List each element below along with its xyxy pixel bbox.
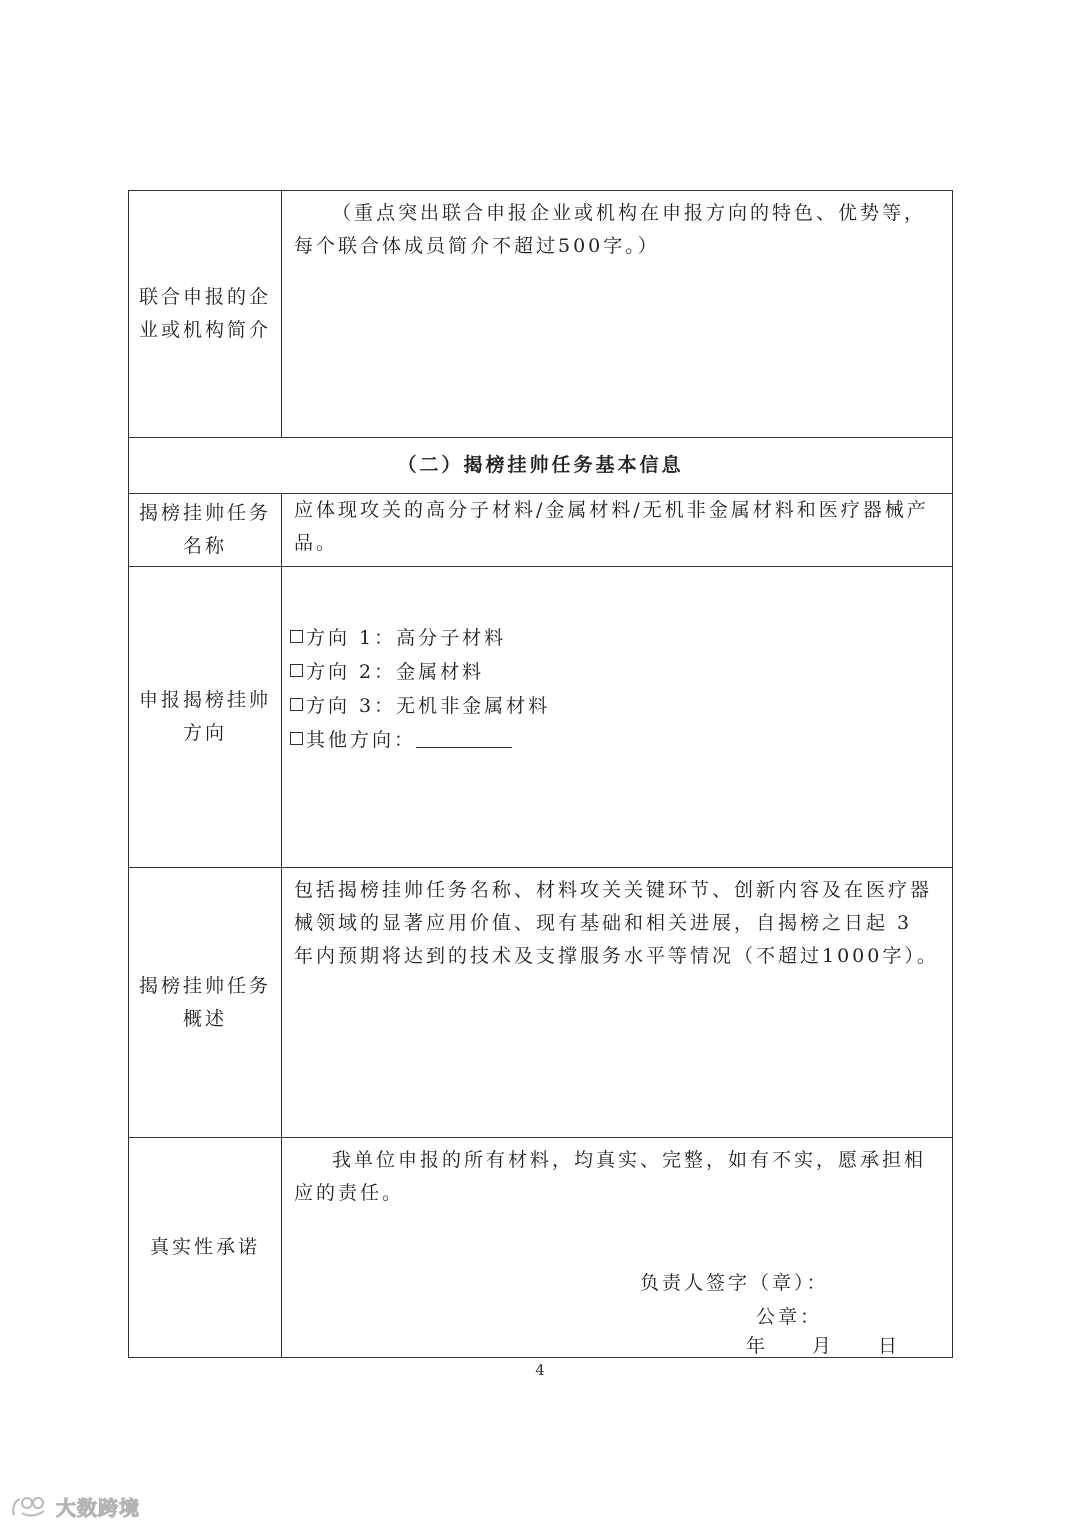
task-name-hint: 应体现攻关的高分子材料/金属材料/无机非金属材料和医疗器械产品。 bbox=[294, 499, 929, 554]
commitment-field bbox=[282, 1138, 953, 1358]
joint-applicant-intro-row bbox=[129, 191, 953, 438]
direction-options bbox=[282, 567, 953, 868]
commitment-label: 真实性承诺 bbox=[129, 1138, 282, 1358]
checkbox-icon[interactable] bbox=[290, 630, 303, 643]
commitment-statement: 我单位申报的所有材料，均真实、完整，如有不实，愿承担相应的责任。 bbox=[294, 1149, 927, 1204]
section-title: （二）揭榜挂帅任务基本信息 bbox=[129, 438, 953, 494]
direction-option-other-label: 其他方向： bbox=[306, 729, 417, 751]
direction-option-1-label: 方向 1：高分子材料 bbox=[306, 627, 507, 649]
direction-option-other[interactable] bbox=[290, 723, 942, 757]
checkbox-icon[interactable] bbox=[290, 732, 303, 745]
task-name-row bbox=[129, 494, 953, 567]
direction-row bbox=[129, 567, 953, 868]
joint-applicant-intro-field[interactable] bbox=[282, 191, 953, 438]
brand-logo-icon bbox=[10, 1495, 50, 1519]
checkbox-icon[interactable] bbox=[290, 664, 303, 677]
seal-label[interactable]: 公章： bbox=[756, 1306, 823, 1328]
direction-option-2-label: 方向 2：金属材料 bbox=[306, 661, 485, 683]
direction-option-2[interactable] bbox=[290, 655, 942, 689]
date-label[interactable]: 年 月 日 bbox=[746, 1335, 901, 1357]
task-overview-hint: 包括揭榜挂帅任务名称、材料攻关关键环节、创新内容及在医疗器械领域的显著应用价值、现有基础和相关进展，自揭榜之日起 3 年内预期将达到的技术及支撑服务水平等情况（不超过1000字）。 bbox=[294, 879, 939, 967]
watermark-text: 大数跨境 bbox=[56, 1496, 140, 1520]
other-direction-blank[interactable] bbox=[416, 725, 512, 748]
task-overview-row bbox=[129, 868, 953, 1138]
direction-label: 申报揭榜挂帅 方向 bbox=[129, 567, 282, 868]
direction-option-3[interactable] bbox=[290, 689, 942, 723]
page-number: 4 bbox=[535, 1361, 545, 1379]
joint-applicant-intro-label: 联合申报的企 业或机构简介 bbox=[129, 191, 282, 438]
task-name-label: 揭榜挂帅任务 名称 bbox=[129, 494, 282, 567]
checkbox-icon[interactable] bbox=[290, 698, 303, 711]
joint-applicant-intro-hint: （重点突出联合申报企业或机构在申报方向的特色、优势等，每个联合体成员简介不超过500字。） bbox=[294, 202, 927, 257]
task-overview-field[interactable] bbox=[282, 868, 953, 1138]
watermark bbox=[10, 1492, 140, 1521]
signature-label[interactable]: 负责人签字（章）： bbox=[640, 1272, 829, 1294]
task-name-field[interactable] bbox=[282, 494, 953, 567]
application-form-table bbox=[128, 190, 953, 1358]
direction-option-3-label: 方向 3：无机非金属材料 bbox=[306, 695, 551, 717]
direction-option-1[interactable] bbox=[290, 621, 942, 655]
section-header-row bbox=[129, 438, 953, 494]
task-overview-label: 揭榜挂帅任务 概述 bbox=[129, 868, 282, 1138]
commitment-row bbox=[129, 1138, 953, 1358]
